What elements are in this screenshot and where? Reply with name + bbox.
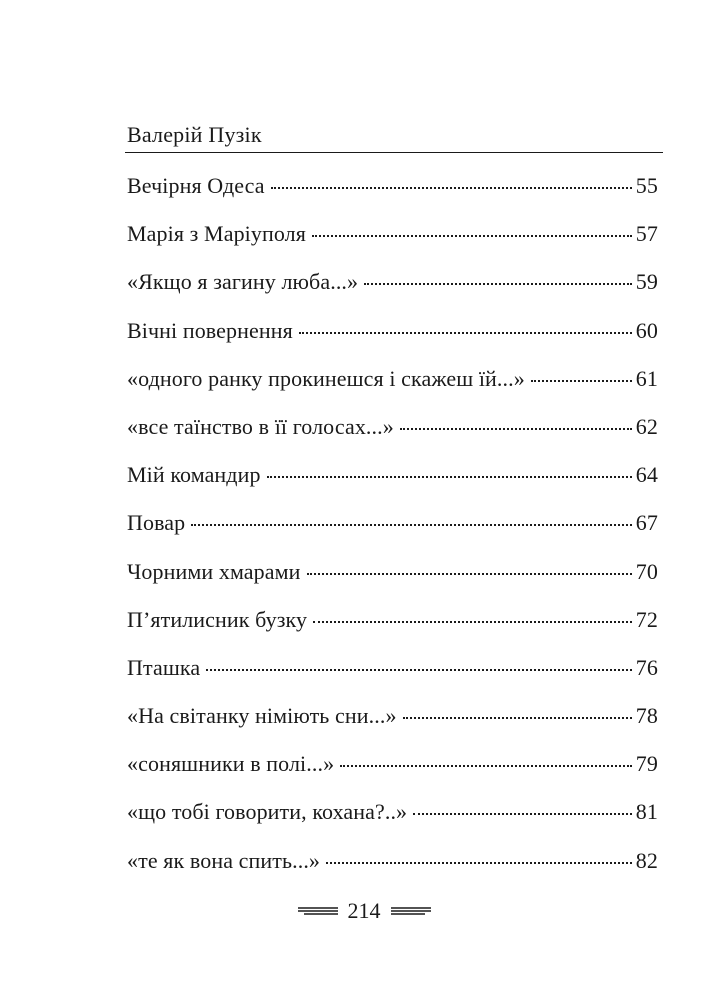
toc-entry <box>127 701 658 749</box>
toc-entry <box>127 508 658 556</box>
toc-entry-page: 76 <box>635 654 658 680</box>
dot-leader <box>299 332 632 334</box>
toc-entry-title: Марія з Маріуполя <box>127 221 306 247</box>
toc-entry <box>127 797 658 845</box>
toc-entry-page: 64 <box>635 462 658 488</box>
toc-entry <box>127 267 658 315</box>
toc-entry-page: 72 <box>635 606 658 632</box>
toc-entry-page: 62 <box>635 413 658 439</box>
toc-entry-title: «що тобі говорити, кохана?..» <box>127 799 408 825</box>
author-name: Валерій Пузік <box>127 122 262 147</box>
dot-leader <box>326 862 632 864</box>
toc-entry-title: Мій командир <box>127 462 261 488</box>
toc-entry-page: 59 <box>635 269 658 295</box>
toc-entry-title: «соняшники в полі...» <box>127 751 335 777</box>
running-head <box>125 120 663 153</box>
toc-entry <box>127 557 658 605</box>
dot-leader <box>400 428 632 430</box>
toc-entry-page: 61 <box>635 365 658 391</box>
left-rule-ornament <box>298 905 338 917</box>
toc-entry <box>127 364 658 412</box>
toc-entry-page: 60 <box>635 317 658 343</box>
toc-entry-page: 70 <box>635 558 658 584</box>
toc-entry-title: Вічні повернення <box>127 317 293 343</box>
toc-entry-page: 81 <box>635 799 658 825</box>
dot-leader <box>531 380 632 382</box>
dot-leader <box>191 524 632 526</box>
toc-entry <box>127 219 658 267</box>
toc-entry-page: 57 <box>635 221 658 247</box>
toc-entry-title: Вечірня Одеса <box>127 173 265 198</box>
dot-leader <box>313 621 632 623</box>
toc-entry <box>127 605 658 653</box>
toc-entry-title: «На світанку німіють сни...» <box>127 703 397 729</box>
page-folio <box>0 898 728 924</box>
table-of-contents <box>127 171 658 894</box>
toc-entry-page: 78 <box>635 703 658 729</box>
toc-entry-title: Пташка <box>127 654 201 680</box>
toc-entry <box>127 412 658 460</box>
dot-leader <box>271 187 632 189</box>
right-rule-ornament <box>391 905 431 917</box>
toc-entry-page: 79 <box>635 751 658 777</box>
toc-entry-title: «Якщо я загину люба...» <box>127 269 359 295</box>
toc-entry <box>127 846 658 894</box>
toc-entry-page: 55 <box>635 173 658 198</box>
toc-entry-title: Повар <box>127 510 186 536</box>
toc-entry <box>127 460 658 508</box>
toc-entry-page: 67 <box>635 510 658 536</box>
toc-entry <box>127 653 658 701</box>
toc-entry <box>127 316 658 364</box>
toc-entry-title: «те як вона спить...» <box>127 847 321 873</box>
toc-entry-title: «все таїнство в її голосах...» <box>127 413 394 439</box>
dot-leader <box>413 813 632 815</box>
toc-entry-title: Чорними хмарами <box>127 558 301 584</box>
dot-leader <box>267 476 632 478</box>
toc-entry-page: 82 <box>635 847 658 873</box>
dot-leader <box>307 573 632 575</box>
toc-entry-title: «одного ранку прокинешся і скажеш їй...» <box>127 365 525 391</box>
dot-leader <box>206 669 632 671</box>
dot-leader <box>340 765 632 767</box>
dot-leader <box>364 283 632 285</box>
toc-entry-title: П’ятилисник бузку <box>127 606 308 632</box>
toc-entry <box>127 749 658 797</box>
dot-leader <box>403 717 632 719</box>
dot-leader <box>312 235 632 237</box>
page-number: 214 <box>347 898 381 923</box>
toc-entry <box>127 171 658 219</box>
